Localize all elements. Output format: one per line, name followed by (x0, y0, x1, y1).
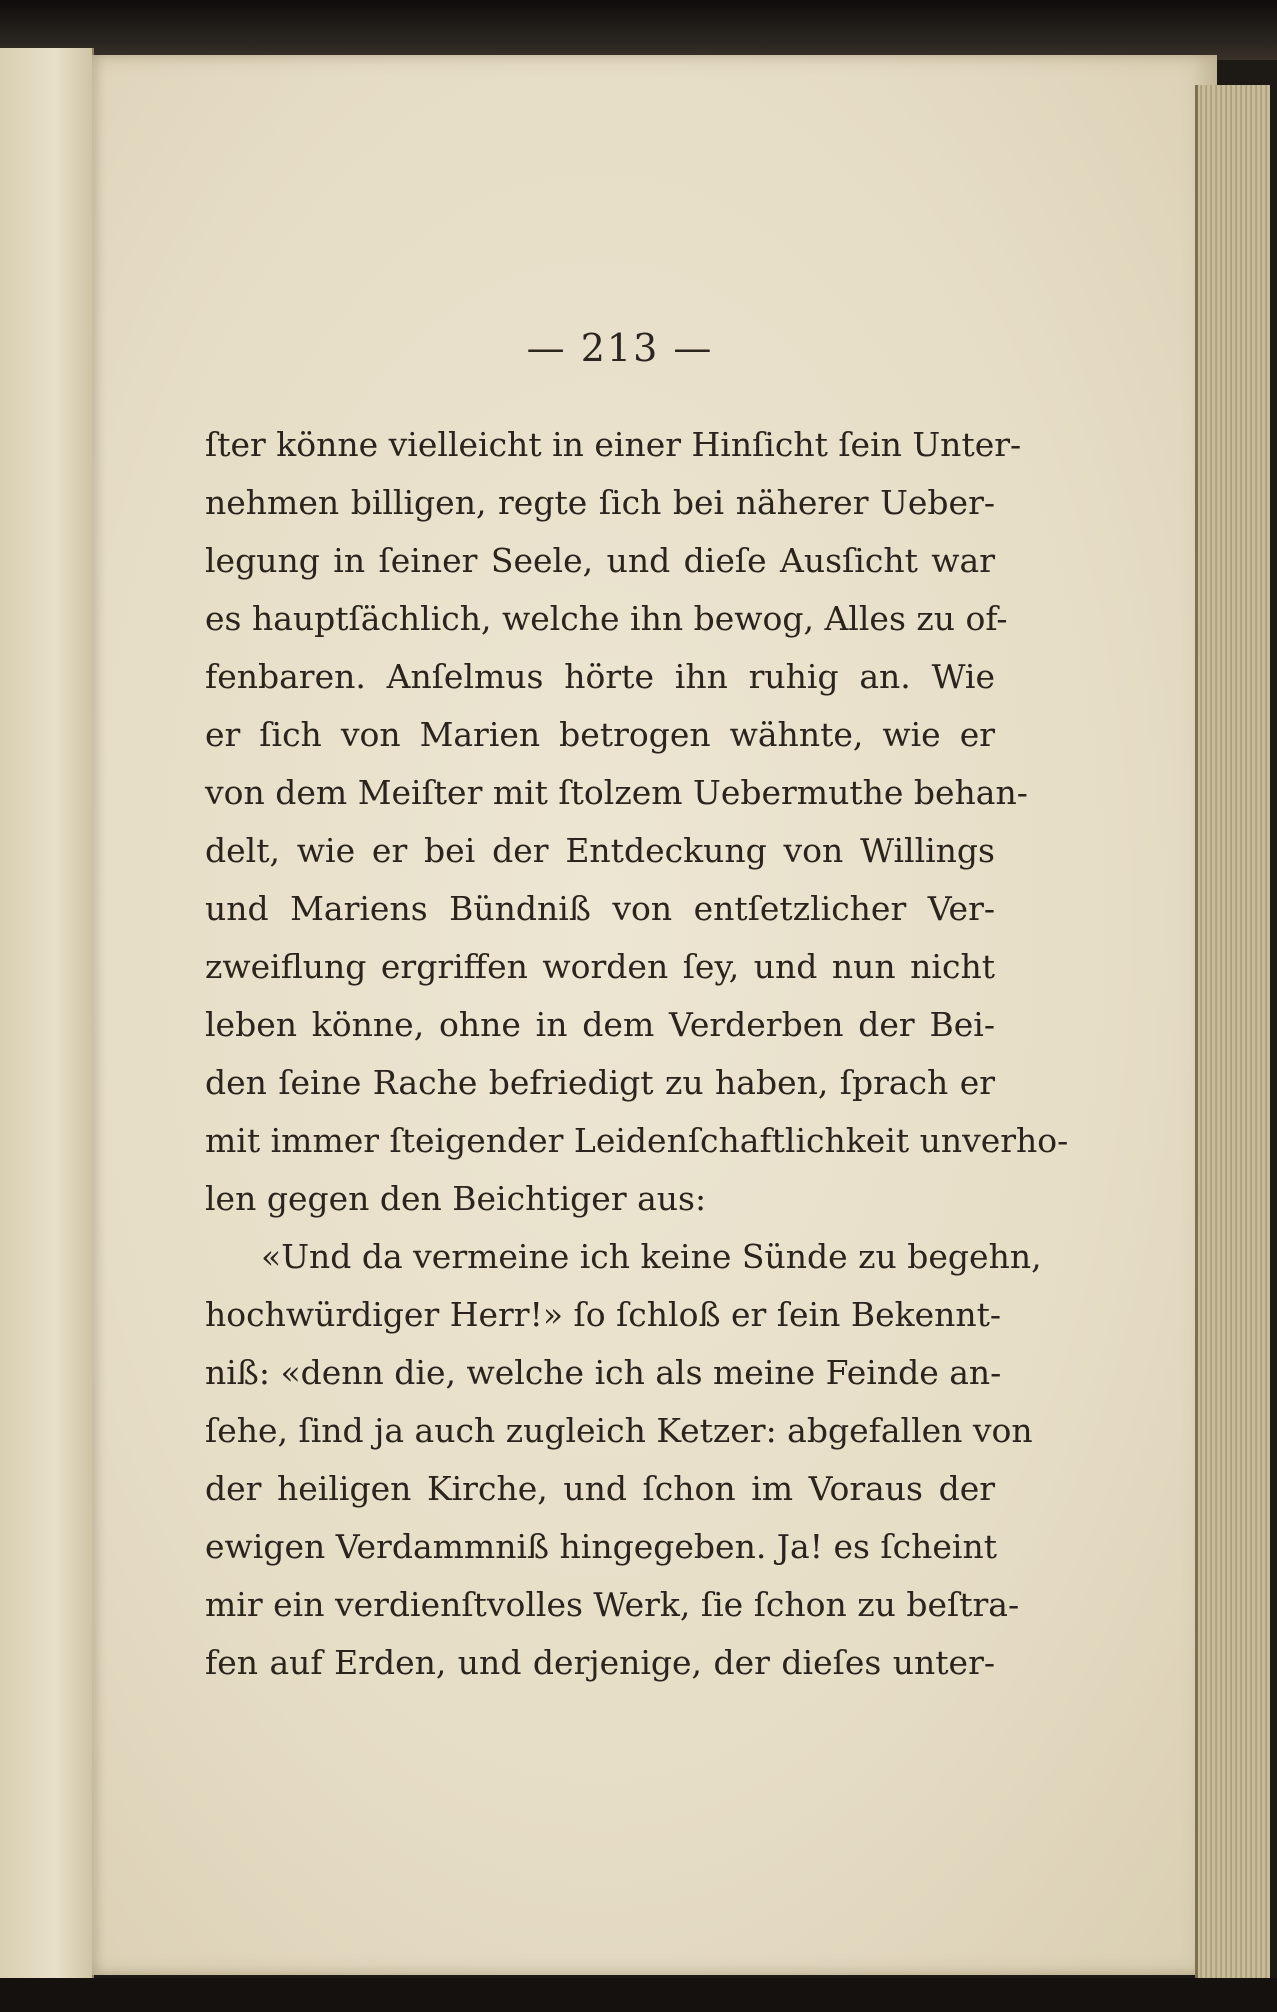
text-line: und Mariens Bündniß von entſetzlicher Ver- (205, 889, 995, 928)
left-page-edge (0, 48, 94, 1983)
text-line: fen auf Erden, und derjenige, der dieſes unter- (205, 1643, 995, 1682)
text-line: «Und da vermeine ich keine Sünde zu begehn, (261, 1237, 1042, 1276)
text-line: hochwürdiger Herr!» ſo ſchloß er ſein Bekennt- (205, 1295, 1002, 1334)
text-line: der heiligen Kirche, und ſchon im Voraus der (205, 1469, 995, 1508)
scan-top-border (0, 0, 1277, 60)
text-line: mir ein verdienſtvolles Werk, ſie ſchon zu beſtra- (205, 1585, 1020, 1624)
text-line: es hauptſächlich, welche ihn bewog, Alles zu of- (205, 599, 1008, 638)
text-line: nehmen billigen, regte ſich bei näherer Ueber- (205, 483, 995, 522)
text-line: ſehe, ſind ja auch zugleich Ketzer: abgefallen von (205, 1411, 1033, 1450)
text-line: von dem Meiſter mit ſtolzem Uebermuthe behan- (205, 773, 1028, 812)
text-line: leben könne, ohne in dem Verderben der Bei- (205, 1005, 995, 1044)
page-number: — 213 — (526, 326, 714, 370)
page-stack-edge (1195, 85, 1270, 1980)
text-line: ſter könne vielleicht in einer Hinſicht ſein Unter- (205, 425, 1022, 464)
body-text (205, 416, 1069, 1692)
text-line: mit immer ſteigender Leidenſchaftlichkeit unverho- (205, 1121, 1069, 1160)
text-line: ewigen Verdammniß hingegeben. Ja! es ſcheint (205, 1527, 997, 1566)
text-line: zweiflung ergriffen worden ſey, und nun nicht (205, 947, 995, 986)
text-line: niß: «denn die, welche ich als meine Feinde an- (205, 1353, 1002, 1392)
text-line: len gegen den Beichtiger aus: (205, 1179, 707, 1218)
text-line: legung in ſeiner Seele, und dieſe Ausſicht war (205, 541, 995, 580)
text-line: er ſich von Marien betrogen wähnte, wie er (205, 715, 995, 754)
scan-bottom-border (0, 1978, 1277, 2012)
text-line: den ſeine Rache befriedigt zu haben, ſprach er (205, 1063, 995, 1102)
text-line: fenbaren. Anſelmus hörte ihn ruhig an. Wie (205, 657, 995, 696)
text-line: delt, wie er bei der Entdeckung von Willings (205, 831, 995, 870)
